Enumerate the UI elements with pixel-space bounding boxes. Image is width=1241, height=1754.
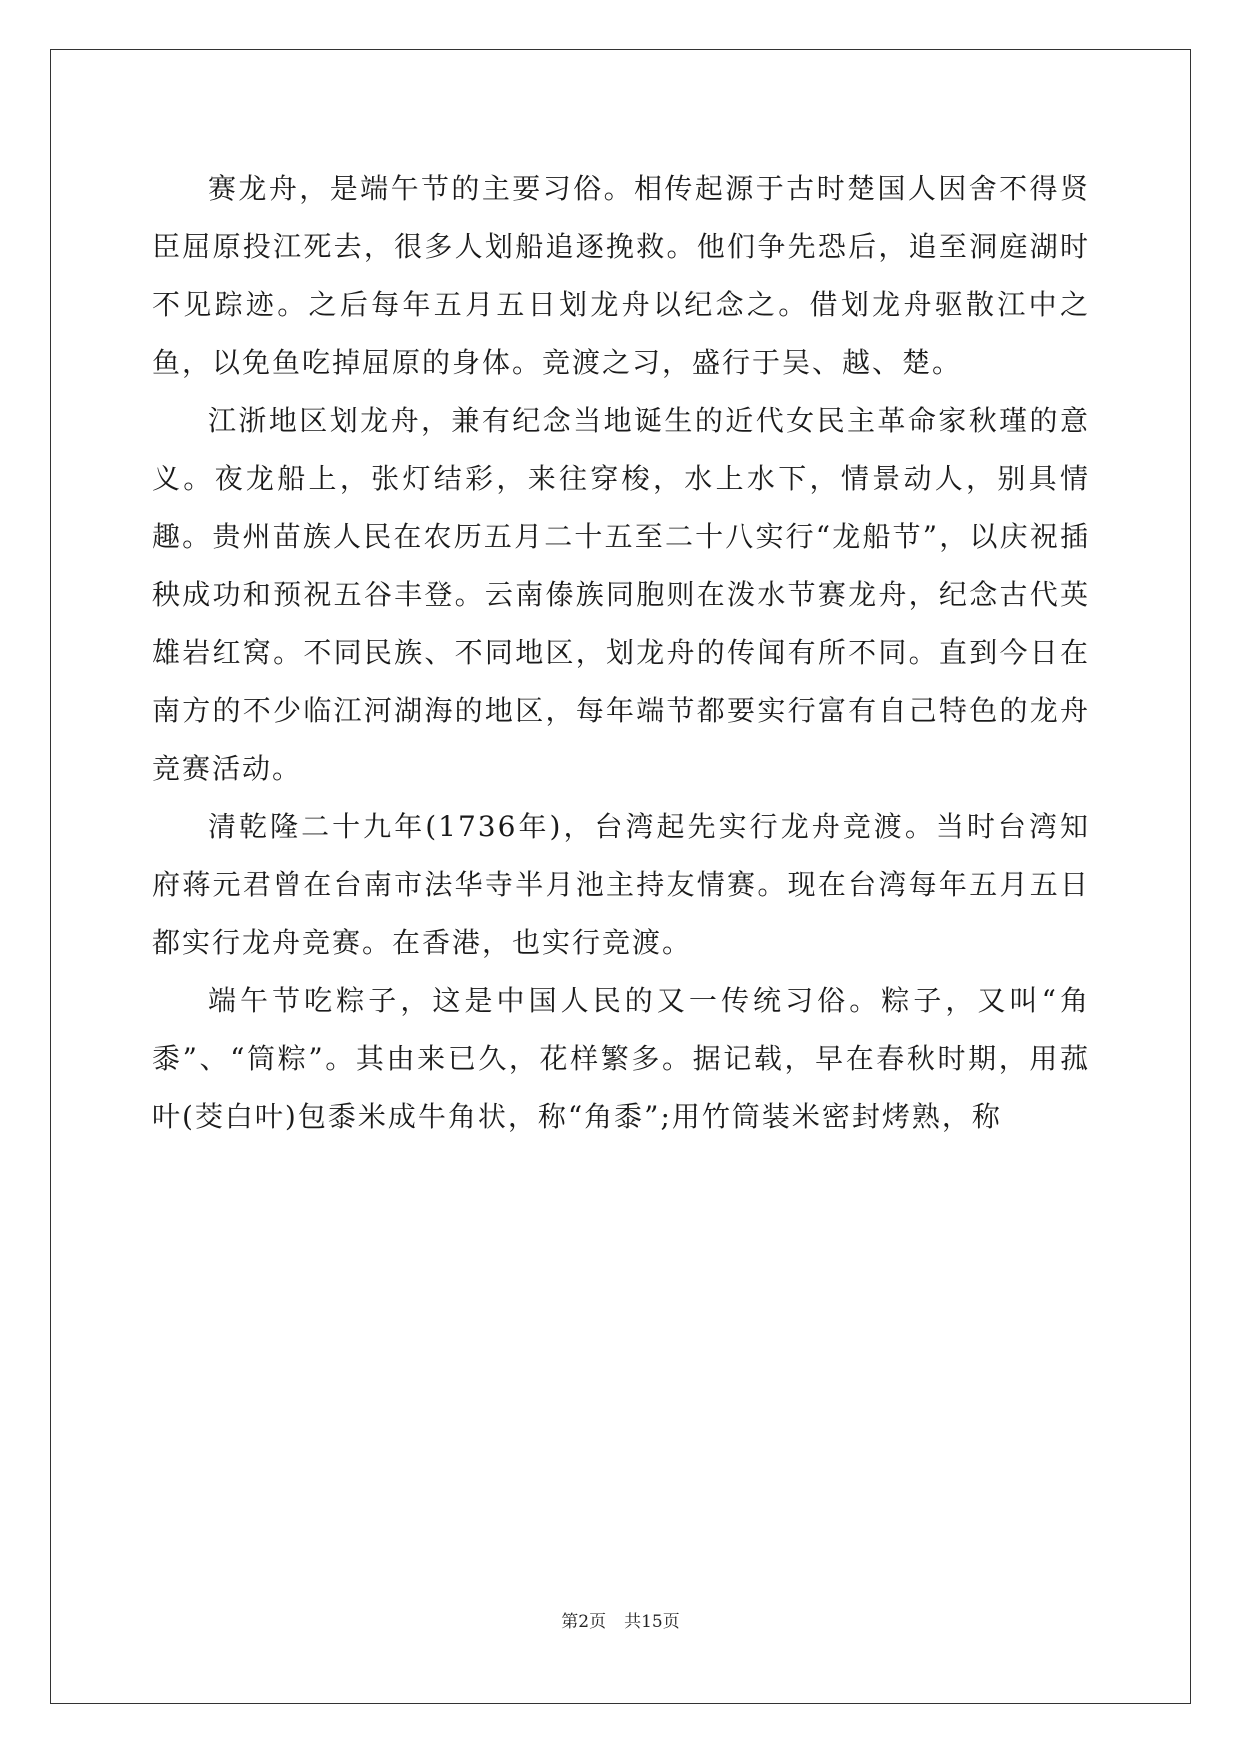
paragraph-zongzi: 端午节吃粽子，这是中国人民的又一传统习俗。粽子，又叫“角黍”、“筒粽”。其由来已久，花样繁多。据记载，早在春秋时期，用菰叶(茭白叶)包黍米成牛角状，称“角黍”;用竹筒装米密封烤熟，称 [152,984,1090,1133]
page-number: 第2页 [561,1612,607,1632]
paragraph-regional-customs: 江浙地区划龙舟，兼有纪念当地诞生的近代女民主革命家秋瑾的意义。夜龙船上，张灯结彩，来往穿梭，水上水下，情景动人，别具情趣。贵州苗族人民在农历五月二十五至二十八实行“龙船节”，以庆祝插秧成功和预祝五谷丰登。云南傣族同胞则在泼水节赛龙舟，纪念古代英雄岩红窝。不同民族、不同地区，划龙舟的传闻有所不同。直到今日在南方的不少临江河湖海的地区，每年端节都要实行富有自己特色的龙舟竞赛活动。 [152,404,1090,785]
document-body [152,160,1090,1146]
paragraph-taiwan-history: 清乾隆二十九年(1736年)，台湾起先实行龙舟竞渡。当时台湾知府蒋元君曾在台南市法华寺半月池主持友情赛。现在台湾每年五月五日都实行龙舟竞赛。在香港，也实行竞渡。 [152,810,1090,959]
total-pages: 共15页 [624,1612,680,1632]
paragraph-dragon-boat-race: 赛龙舟，是端午节的主要习俗。相传起源于古时楚国人因舍不得贤臣屈原投江死去，很多人划船追逐挽救。他们争先恐后，追至洞庭湖时不见踪迹。之后每年五月五日划龙舟以纪念之。借划龙舟驱散江中之鱼，以免鱼吃掉屈原的身体。竞渡之习，盛行于吴、越、楚。 [152,172,1090,379]
page-footer [0,1607,1241,1632]
